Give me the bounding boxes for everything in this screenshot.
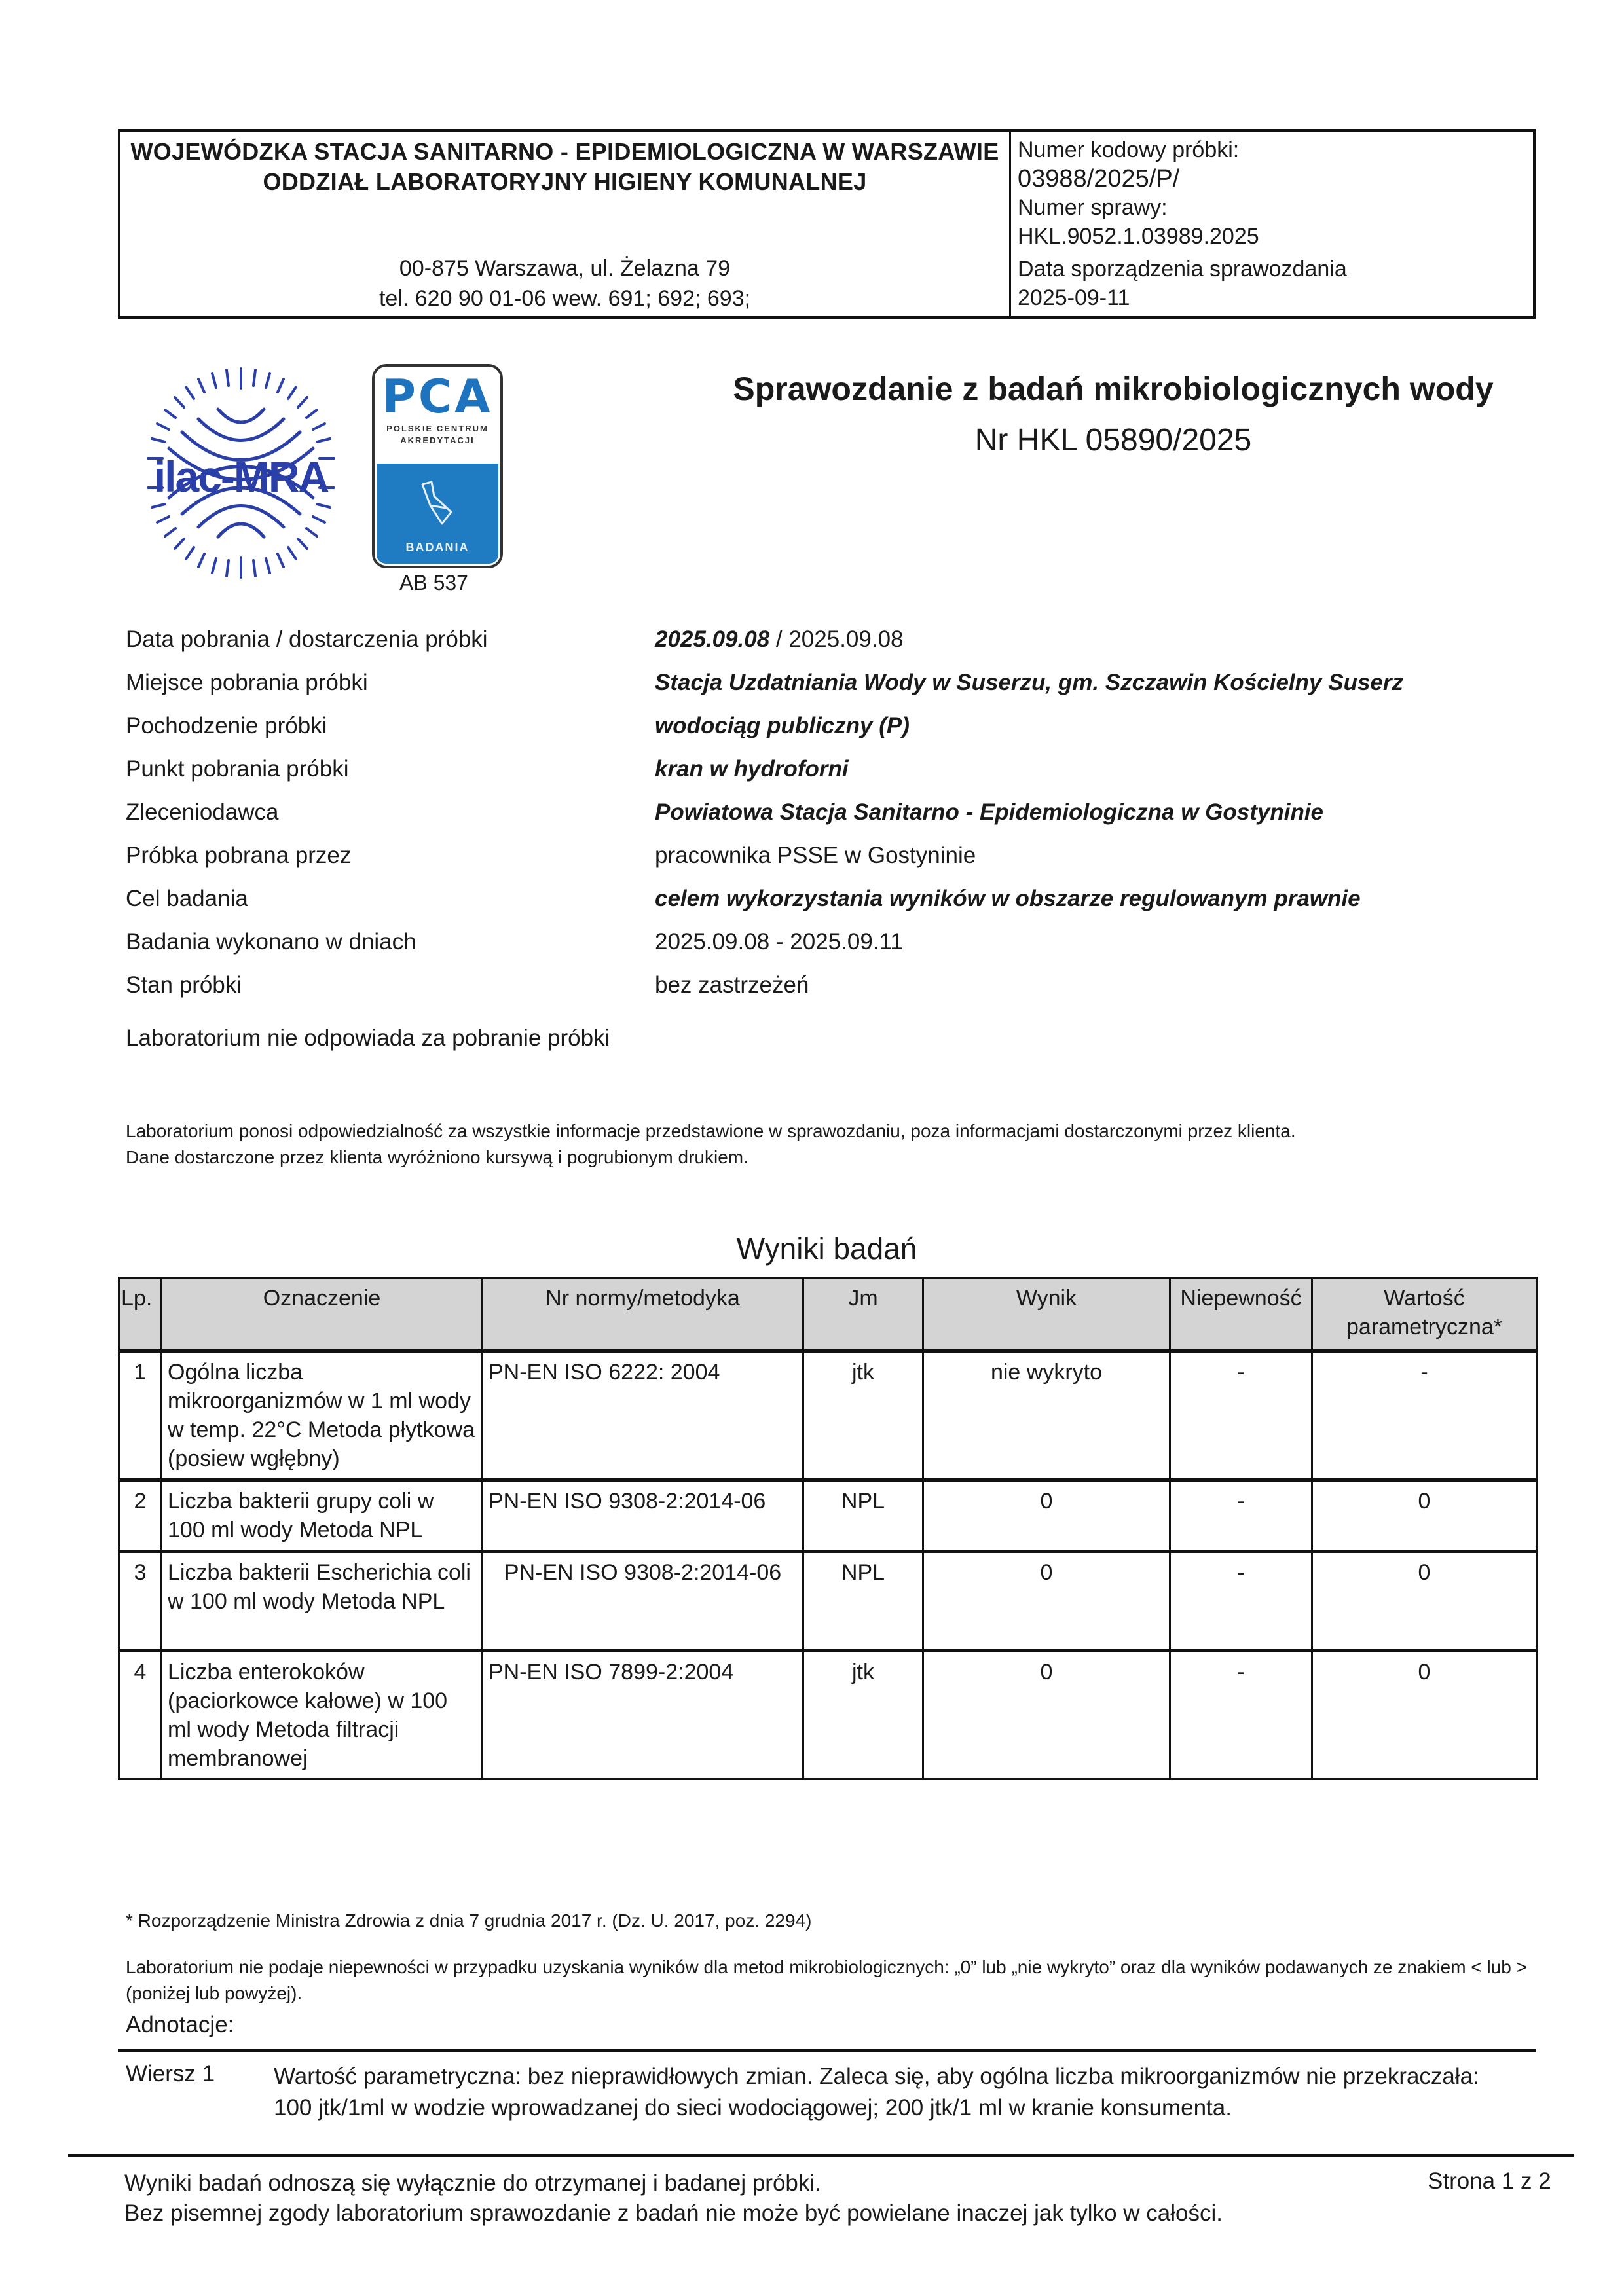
cell-wartosc: 0 — [1312, 1480, 1537, 1552]
cell-oznaczenie: Ogólna liczba mikroorganizmów w 1 ml wody w temp. 22°C Metoda płytkowa (posiew wgłębny) — [162, 1351, 483, 1480]
svg-text:ilac-MRA: ilac-MRA — [153, 452, 329, 501]
cell-oznaczenie: Liczba enterokoków (paciorkowce kałowe) w 100 ml wody Metoda filtracji membranowej — [162, 1651, 483, 1779]
cell-lp: 1 — [119, 1351, 162, 1480]
cell-wartosc: 0 — [1312, 1651, 1537, 1779]
footer-divider — [68, 2154, 1574, 2157]
cell-norma: PN-EN ISO 9308-2:2014-06 — [483, 1552, 803, 1651]
table-row — [119, 1552, 1537, 1651]
case-number-label: Numer sprawy: — [1018, 195, 1168, 220]
col-header-jm: Jm — [803, 1278, 923, 1351]
cell-wynik: 0 — [923, 1480, 1170, 1552]
col-header-lp: Lp. — [119, 1278, 162, 1351]
ilac-mra-icon — [143, 363, 339, 583]
info-value-client: Powiatowa Stacja Sanitarno - Epidemiologiczna w Gostyninie — [655, 799, 1324, 825]
annotations-label: Adnotacje: — [126, 2012, 234, 2037]
uncertainty-note: Laboratorium nie podaje niepewności w przypadku uzyskania wyników dla metod mikrobiologicznych: „0” lub „nie wykryto” oraz dla wyników podawanych ze znakiem < lub > (poniżej lub powyżej). — [126, 1957, 1527, 2003]
results-table — [118, 1277, 1538, 1780]
pca-badania-panel — [377, 464, 498, 564]
disclaimer-line1: Laboratorium ponosi odpowiedzialność za wszystkie informacje przedstawione w sprawozdaniu, poza informacjami dostarczonymi przez klienta. — [126, 1121, 1296, 1141]
info-label: Stan próbki — [126, 972, 242, 998]
sample-info — [126, 623, 1534, 1012]
table-row — [119, 1351, 1537, 1480]
report-number: Nr HKL 05890/2025 — [974, 423, 1252, 458]
info-value-client: kran w hydroforni — [655, 756, 849, 782]
info-label: Badania wykonano w dniach — [126, 929, 416, 955]
info-label: Miejsce pobrania próbki — [126, 670, 368, 695]
info-value-client: celem wykorzystania wyników w obszarze regulowanym prawnie — [655, 886, 1361, 911]
info-value-client: Stacja Uzdatniania Wody w Suserzu, gm. Szczawin Kościelny Suserz — [655, 670, 1404, 695]
info-row — [126, 796, 1534, 839]
regulation-footnote: * Rozporządzenie Ministra Zdrowia z dnia 7 grudnia 2017 r. (Dz. U. 2017, poz. 2294) — [126, 1910, 812, 1931]
sample-ids-block — [1012, 132, 1533, 320]
institution-name: WOJEWÓDZKA STACJA SANITARNO - EPIDEMIOLOGICZNA W WARSZAWIE — [130, 138, 999, 165]
table-row — [119, 1480, 1537, 1552]
annotation-row-ref: Wiersz 1 — [126, 2061, 215, 2086]
info-row — [126, 710, 1534, 753]
ilac-mra-logo — [143, 363, 339, 583]
cell-niepewnosc: - — [1170, 1351, 1312, 1480]
col-header-wynik: Wynik — [923, 1278, 1170, 1351]
info-row — [126, 926, 1534, 969]
cell-wartosc: - — [1312, 1351, 1537, 1480]
info-value: bez zastrzeżeń — [655, 972, 809, 998]
cell-wynik: 0 — [923, 1651, 1170, 1779]
info-value-client: 2025.09.08 — [655, 627, 770, 652]
pca-line2: AKREDYTACJI — [400, 435, 475, 445]
report-title: Sprawozdanie z badań mikrobiologicznych wody — [733, 371, 1494, 407]
page-number: Strona 1 z 2 — [1428, 2168, 1551, 2194]
footer-text — [124, 2168, 1223, 2229]
cell-wynik: nie wykryto — [923, 1351, 1170, 1480]
institution-contact — [120, 253, 1009, 314]
disclaimer-line2: Dane dostarczone przez klienta wyróżniono kursywą i pogrubionym drukiem. — [126, 1147, 748, 1167]
col-header-wartosc: Wartość parametryczna* — [1312, 1278, 1537, 1351]
info-row — [126, 623, 1534, 666]
info-value: 2025.09.08 - 2025.09.11 — [655, 929, 903, 955]
disclaimer — [126, 1118, 1296, 1171]
cell-norma: PN-EN ISO 6222: 2004 — [483, 1351, 803, 1480]
info-label: Punkt pobrania próbki — [126, 756, 349, 782]
col-header-norma: Nr normy/metodyka — [483, 1278, 803, 1351]
info-label: Cel badania — [126, 886, 248, 911]
cell-jm: jtk — [803, 1651, 923, 1779]
col-header-oznaczenie: Oznaczenie — [162, 1278, 483, 1351]
address: 00-875 Warszawa, ul. Żelazna 79 — [399, 256, 731, 281]
cell-wartosc: 0 — [1312, 1552, 1537, 1651]
cell-jm: NPL — [803, 1480, 923, 1552]
sample-code-label: Numer kodowy próbki: — [1018, 137, 1240, 162]
case-number-value: HKL.9052.1.03989.2025 — [1018, 224, 1259, 249]
info-row — [126, 883, 1534, 926]
info-label: Zleceniodawca — [126, 799, 279, 825]
table-header-row — [119, 1278, 1537, 1351]
accreditation-number: AB 537 — [399, 571, 468, 594]
cell-oznaczenie: Liczba bakterii grupy coli w 100 ml wody Metoda NPL — [162, 1480, 483, 1552]
cell-norma: PN-EN ISO 9308-2:2014-06 — [483, 1480, 803, 1552]
info-label: Próbka pobrana przez — [126, 843, 352, 868]
phone: tel. 620 90 01-06 wew. 691; 692; 693; — [378, 286, 751, 311]
pca-line1: POLSKIE CENTRUM — [386, 424, 489, 433]
cell-lp: 3 — [119, 1552, 162, 1651]
info-value: pracownika PSSE w Gostyninie — [655, 843, 976, 868]
cell-niepewnosc: - — [1170, 1651, 1312, 1779]
cell-norma: PN-EN ISO 7899-2:2004 — [483, 1651, 803, 1779]
info-label: Pochodzenie próbki — [126, 713, 327, 738]
report-date-label: Data sporządzenia sprawozdania — [1018, 257, 1347, 282]
info-value-client: wodociąg publiczny (P) — [655, 713, 910, 738]
cell-wynik: 0 — [923, 1552, 1170, 1651]
cell-jm: jtk — [803, 1351, 923, 1480]
sample-code-value: 03988/2025/P/ — [1018, 165, 1180, 192]
lab-sampling-note: Laboratorium nie odpowiada za pobranie próbki — [126, 1025, 610, 1051]
pca-badania: BADANIA — [405, 541, 470, 554]
pca-letters: PCA — [382, 370, 493, 424]
info-value: / 2025.09.08 — [769, 627, 904, 652]
footer-line1: Wyniki badań odnoszą się wyłącznie do otrzymanej i badanej próbki. — [124, 2170, 821, 2196]
cell-niepewnosc: - — [1170, 1480, 1312, 1552]
footer-line2: Bez pisemnej zgody laboratorium sprawozdanie z badań nie może być powielane inaczej jak tylko w całości. — [124, 2200, 1223, 2226]
table-row — [119, 1651, 1537, 1779]
results-title: Wyniki badań — [736, 1231, 917, 1266]
annotations-divider — [118, 2049, 1536, 2052]
cell-jm: NPL — [803, 1552, 923, 1651]
cell-lp: 2 — [119, 1480, 162, 1552]
pca-logo — [372, 364, 503, 568]
institution-block — [120, 132, 1011, 316]
cell-lp: 4 — [119, 1651, 162, 1779]
annotation-text: Wartość parametryczna: bez nieprawidłowych zmian. Zaleca się, aby ogólna liczba mikroorganizmów nie przekraczała: 100 jtk/1ml w wodzie wprowadzanej do sieci wodociągowej; 200 jtk/1 ml w kranie konsumenta. — [274, 2064, 1479, 2121]
report-date-value: 2025-09-11 — [1018, 285, 1130, 310]
info-row — [126, 839, 1534, 883]
cell-oznaczenie: Liczba bakterii Escherichia coli w 100 ml wody Metoda NPL — [162, 1552, 483, 1651]
info-row — [126, 753, 1534, 796]
department-name: ODDZIAŁ LABORATORYJNY HIGIENY KOMUNALNEJ — [263, 168, 867, 195]
info-row — [126, 969, 1534, 1012]
info-label: Data pobrania / dostarczenia próbki — [126, 627, 488, 652]
info-row — [126, 666, 1534, 710]
header-box — [118, 129, 1536, 319]
flask-icon — [415, 478, 460, 530]
col-header-niepewnosc: Niepewność — [1170, 1278, 1312, 1351]
cell-niepewnosc: - — [1170, 1552, 1312, 1651]
